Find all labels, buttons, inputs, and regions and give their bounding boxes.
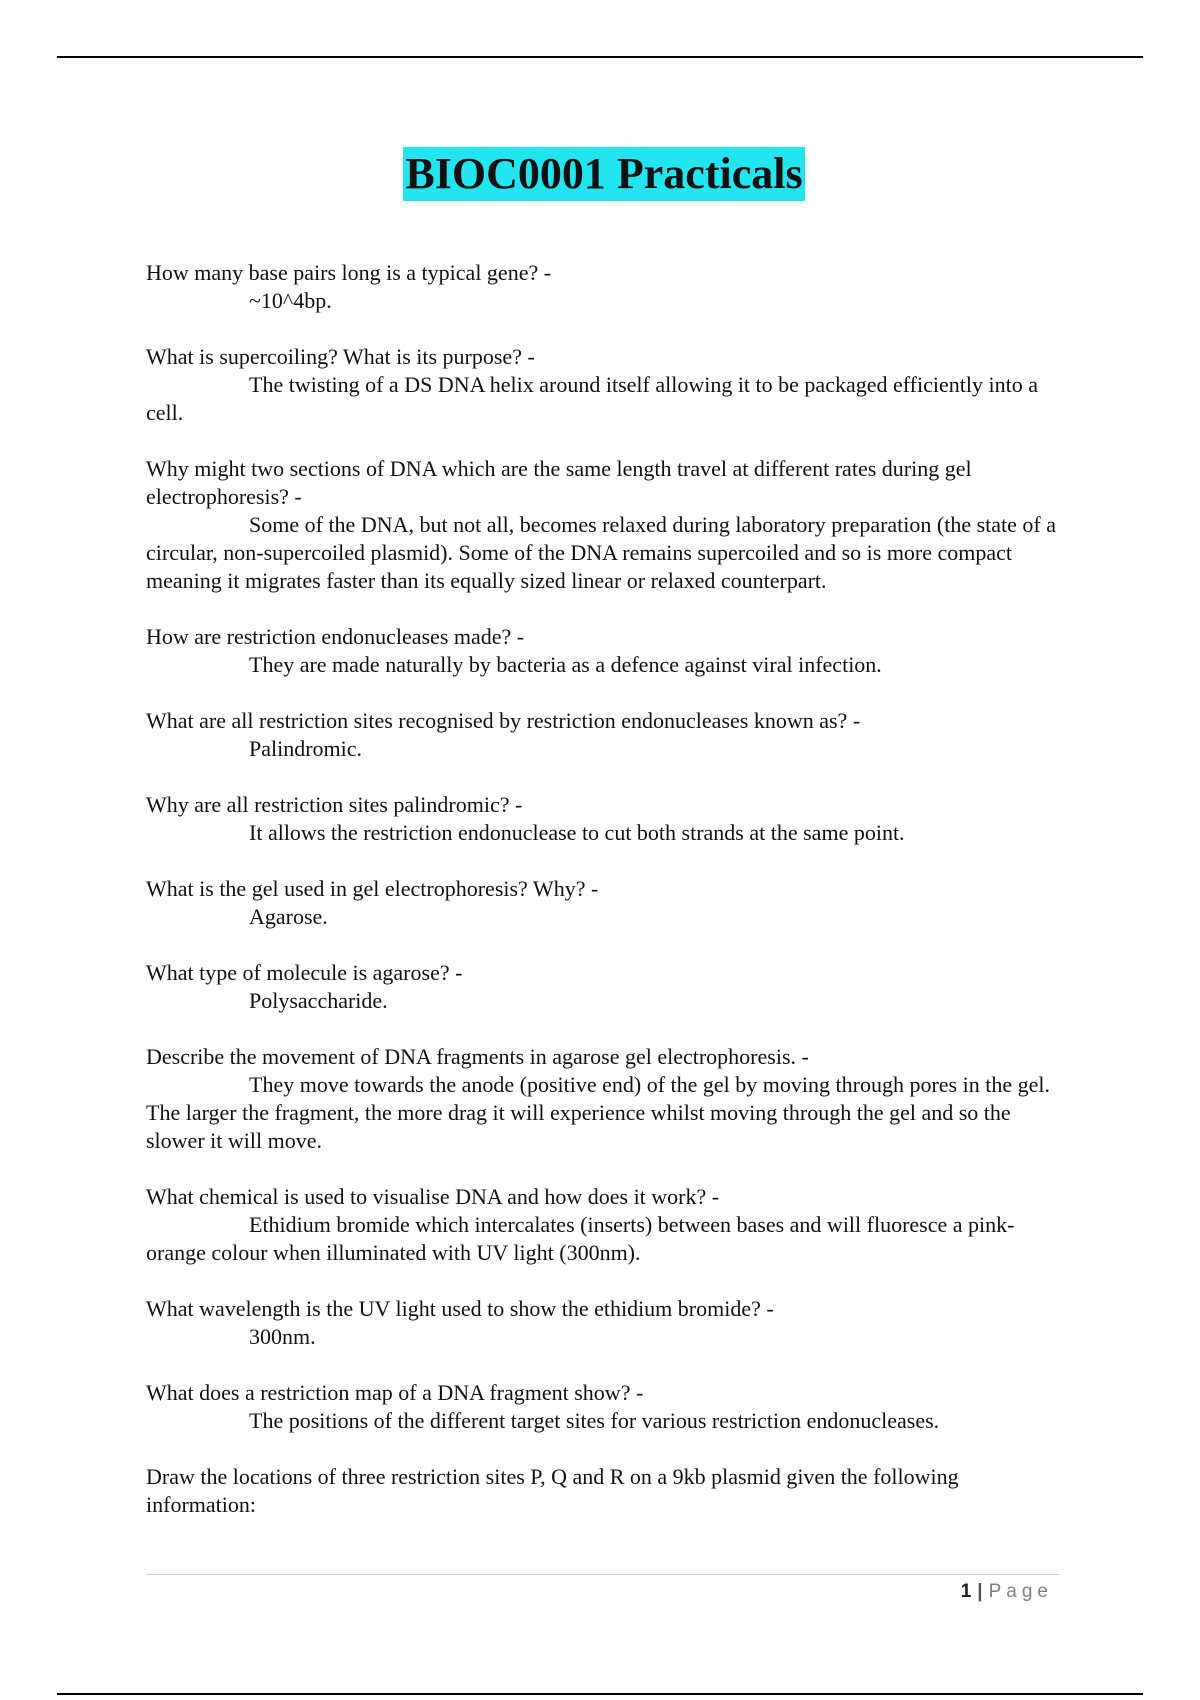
qa-item (146, 1463, 1058, 1519)
qa-item (146, 455, 1058, 595)
answer: They move towards the anode (positive end) of the gel by moving through pores in the gel. The larger the fragment, the more drag it will experience whilst moving through the gel and so the slower it will move. (146, 1072, 1050, 1153)
qa-item (146, 1379, 1058, 1435)
question: What chemical is used to visualise DNA and how does it work? - (146, 1184, 720, 1209)
question: What type of molecule is agarose? - (146, 960, 463, 985)
question: How many base pairs long is a typical gene? - (146, 260, 552, 285)
answer: The positions of the different target sites for various restriction endonucleases. (249, 1408, 940, 1433)
question: What wavelength is the UV light used to show the ethidium bromide? - (146, 1296, 774, 1321)
answer: ~10^4bp. (249, 288, 332, 313)
page-label: Page (988, 1581, 1053, 1602)
question: What does a restriction map of a DNA fragment show? - (146, 1380, 644, 1405)
qa-item (146, 791, 1058, 847)
question: What is the gel used in gel electrophoresis? Why? - (146, 876, 599, 901)
answer: Palindromic. (249, 736, 363, 761)
qa-item (146, 1043, 1058, 1155)
qa-item (146, 707, 1058, 763)
footer-rule (146, 1574, 1059, 1575)
qa-item (146, 1295, 1058, 1351)
page-number: 1 (960, 1581, 972, 1602)
qa-item (146, 1183, 1058, 1267)
answer: Some of the DNA, but not all, becomes relaxed during laboratory preparation (the state of a circular, non-supercoiled plasmid). Some of the DNA remains supercoiled and so is more compact meaning it migrates faster than its equally sized linear or relaxed counterpart. (146, 512, 1057, 593)
qa-item (146, 343, 1058, 427)
question: What is supercoiling? What is its purpose? - (146, 344, 535, 369)
question: Describe the movement of DNA fragments in agarose gel electrophoresis. - (146, 1044, 809, 1069)
answer: Agarose. (249, 904, 328, 929)
page-footer (961, 1580, 1053, 1604)
qa-item (146, 259, 1058, 315)
answer: The twisting of a DS DNA helix around itself allowing it to be packaged efficiently into a cell. (146, 372, 1038, 425)
document-title: BIOC0001 Practicals (403, 147, 804, 201)
bottom-rule (57, 1693, 1143, 1695)
answer: Ethidium bromide which intercalates (inserts) between bases and will fluoresce a pink-orange colour when illuminated with UV light (300nm). (146, 1212, 1015, 1265)
title-container (0, 147, 1200, 201)
question: Why are all restriction sites palindromic? - (146, 792, 523, 817)
answer: Polysaccharide. (249, 988, 388, 1013)
qa-item (146, 623, 1058, 679)
header-rule (57, 56, 1143, 58)
qa-item (146, 875, 1058, 931)
answer: They are made naturally by bacteria as a defence against viral infection. (249, 652, 882, 677)
question: Draw the locations of three restriction sites P, Q and R on a 9kb plasmid given the following information: (146, 1464, 959, 1517)
page-separator: | (977, 1581, 983, 1602)
question: What are all restriction sites recognised by restriction endonucleases known as? - (146, 708, 861, 733)
answer: 300nm. (249, 1324, 316, 1349)
answer: It allows the restriction endonuclease to cut both strands at the same point. (249, 820, 905, 845)
qa-item (146, 959, 1058, 1015)
question: Why might two sections of DNA which are the same length travel at different rates during gel electrophoresis? - (146, 456, 972, 509)
qa-list (146, 259, 1058, 1547)
question: How are restriction endonucleases made? - (146, 624, 525, 649)
